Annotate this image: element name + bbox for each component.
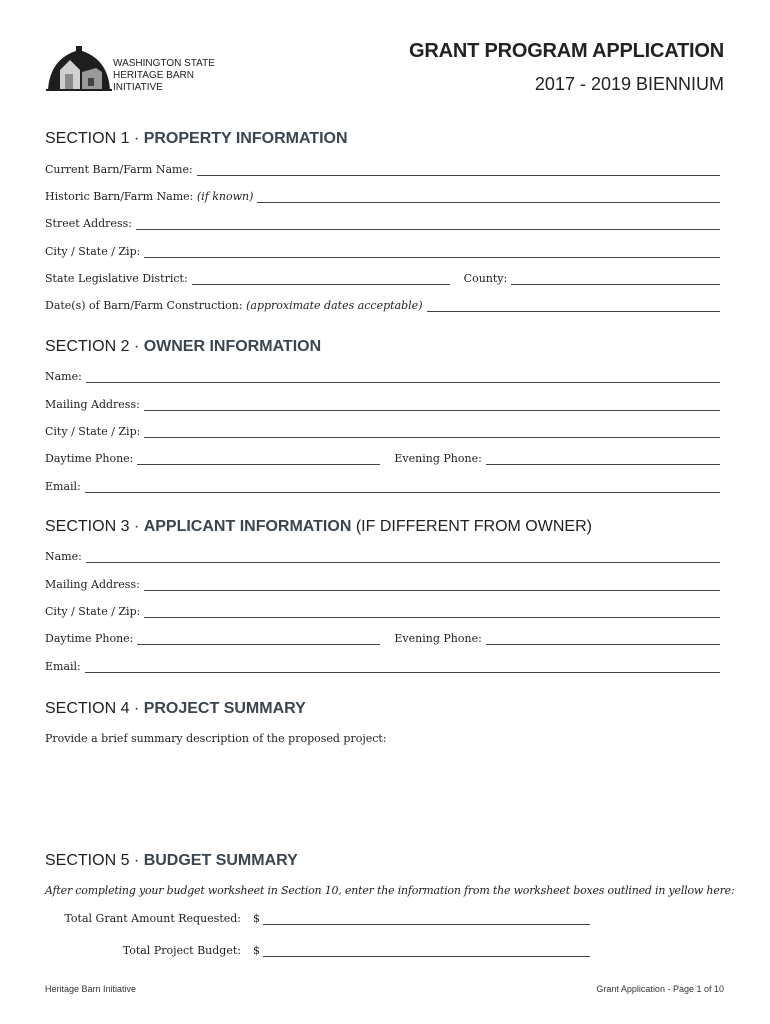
project-summary-prompt: Provide a brief summary description of the proposed project: — [45, 732, 387, 745]
footer-left: Heritage Barn Initiative — [45, 984, 137, 994]
fill-line[interactable] — [144, 247, 720, 258]
field-total-grant[interactable] — [45, 909, 590, 925]
logo-line-1: WASHINGTON STATE — [113, 58, 215, 69]
field-owner-mailing[interactable] — [45, 395, 720, 411]
field-label: Daytime Phone: — [45, 452, 134, 465]
fill-line[interactable] — [263, 946, 590, 957]
fill-line[interactable] — [427, 301, 721, 312]
section-1-heading — [45, 130, 348, 148]
section-title: BUDGET SUMMARY — [143, 852, 298, 869]
field-label: Name: — [45, 550, 82, 563]
field-label: City / State / Zip: — [45, 425, 141, 438]
field-label: Street Address: — [45, 217, 132, 230]
field-current-barn-name[interactable] — [45, 160, 720, 176]
field-owner-email[interactable] — [45, 477, 720, 493]
section-title: OWNER INFORMATION — [143, 338, 322, 355]
fill-line[interactable] — [85, 482, 720, 493]
section-note: (IF DIFFERENT FROM OWNER) — [351, 518, 592, 535]
fill-line[interactable] — [137, 634, 380, 645]
field-city-state-zip[interactable] — [45, 242, 720, 258]
field-historic-barn-name[interactable] — [45, 187, 720, 203]
field-label-county: County: — [463, 272, 508, 285]
logo-line-3: INITIATIVE — [113, 82, 163, 93]
label-note: (approximate dates acceptable) — [246, 299, 423, 312]
field-label: City / State / Zip: — [45, 245, 141, 258]
field-label: Total Project Budget: — [122, 944, 241, 957]
fill-line[interactable] — [136, 219, 720, 230]
section-3-heading — [45, 518, 592, 536]
field-applicant-mailing[interactable] — [45, 575, 720, 591]
fill-line[interactable] — [85, 662, 720, 673]
budget-instructions: After completing your budget worksheet in Section 10, enter the information from the worksheet boxes outlined in yellow here: — [45, 884, 735, 897]
footer-page-number: Grant Application - Page 1 of 10 — [596, 984, 724, 994]
section-number: SECTION 2 · — [45, 338, 144, 355]
section-number: SECTION 1 · — [45, 130, 144, 147]
label-text: Historic Barn/Farm Name: — [45, 190, 194, 203]
fill-line-evening[interactable] — [486, 634, 720, 645]
fill-line[interactable] — [257, 192, 720, 203]
field-label-evening: Evening Phone: — [394, 632, 482, 645]
field-district-county[interactable] — [45, 269, 720, 285]
section-number: SECTION 4 · — [45, 700, 144, 717]
section-4-heading — [45, 700, 306, 718]
field-label: Name: — [45, 370, 82, 383]
field-total-budget[interactable] — [45, 941, 590, 957]
field-label: Mailing Address: — [45, 398, 140, 411]
fill-line[interactable] — [144, 427, 720, 438]
field-owner-phones[interactable] — [45, 449, 720, 465]
field-applicant-phones[interactable] — [45, 629, 720, 645]
field-label: Current Barn/Farm Name: — [45, 163, 193, 176]
section-5-heading — [45, 852, 298, 870]
field-applicant-email[interactable] — [45, 657, 720, 673]
field-label: Email: — [45, 660, 81, 673]
fill-line-county[interactable] — [511, 274, 720, 285]
currency-symbol: $ — [253, 912, 260, 925]
field-applicant-city[interactable] — [45, 602, 720, 618]
section-number: SECTION 3 · — [45, 518, 144, 535]
fill-line[interactable] — [86, 372, 720, 383]
fill-line[interactable] — [144, 580, 720, 591]
field-label — [45, 190, 257, 203]
field-label — [45, 299, 427, 312]
document-subtitle: 2017 - 2019 BIENNIUM — [534, 74, 724, 94]
fill-line[interactable] — [144, 607, 720, 618]
fill-line[interactable] — [192, 274, 450, 285]
fill-line-evening[interactable] — [486, 454, 720, 465]
field-label: Daytime Phone: — [45, 632, 134, 645]
field-street-address[interactable] — [45, 214, 720, 230]
barn-logo-icon — [46, 44, 112, 98]
label-text: Date(s) of Barn/Farm Construction: — [45, 299, 243, 312]
field-label-evening: Evening Phone: — [394, 452, 482, 465]
logo-wordmark — [113, 58, 215, 94]
field-label: Total Grant Amount Requested: — [64, 912, 241, 925]
field-label: Mailing Address: — [45, 578, 140, 591]
currency-symbol: $ — [253, 944, 260, 957]
field-construction-dates[interactable] — [45, 296, 720, 312]
field-label: State Legislative District: — [45, 272, 188, 285]
section-title: PROPERTY INFORMATION — [143, 130, 348, 147]
section-title: APPLICANT INFORMATION — [143, 518, 352, 535]
fill-line[interactable] — [86, 552, 720, 563]
field-owner-city[interactable] — [45, 422, 720, 438]
section-title: PROJECT SUMMARY — [143, 700, 306, 717]
field-applicant-name[interactable] — [45, 547, 720, 563]
field-owner-name[interactable] — [45, 367, 720, 383]
label-note: (if known) — [196, 190, 254, 203]
section-2-heading — [45, 338, 321, 356]
fill-line[interactable] — [137, 454, 380, 465]
fill-line[interactable] — [144, 400, 720, 411]
field-label: City / State / Zip: — [45, 605, 141, 618]
fill-line[interactable] — [263, 914, 590, 925]
document-title: GRANT PROGRAM APPLICATION — [409, 40, 724, 62]
fill-line[interactable] — [197, 165, 720, 176]
field-label: Email: — [45, 480, 81, 493]
logo-line-2: HERITAGE BARN — [113, 70, 194, 81]
section-number: SECTION 5 · — [45, 852, 144, 869]
